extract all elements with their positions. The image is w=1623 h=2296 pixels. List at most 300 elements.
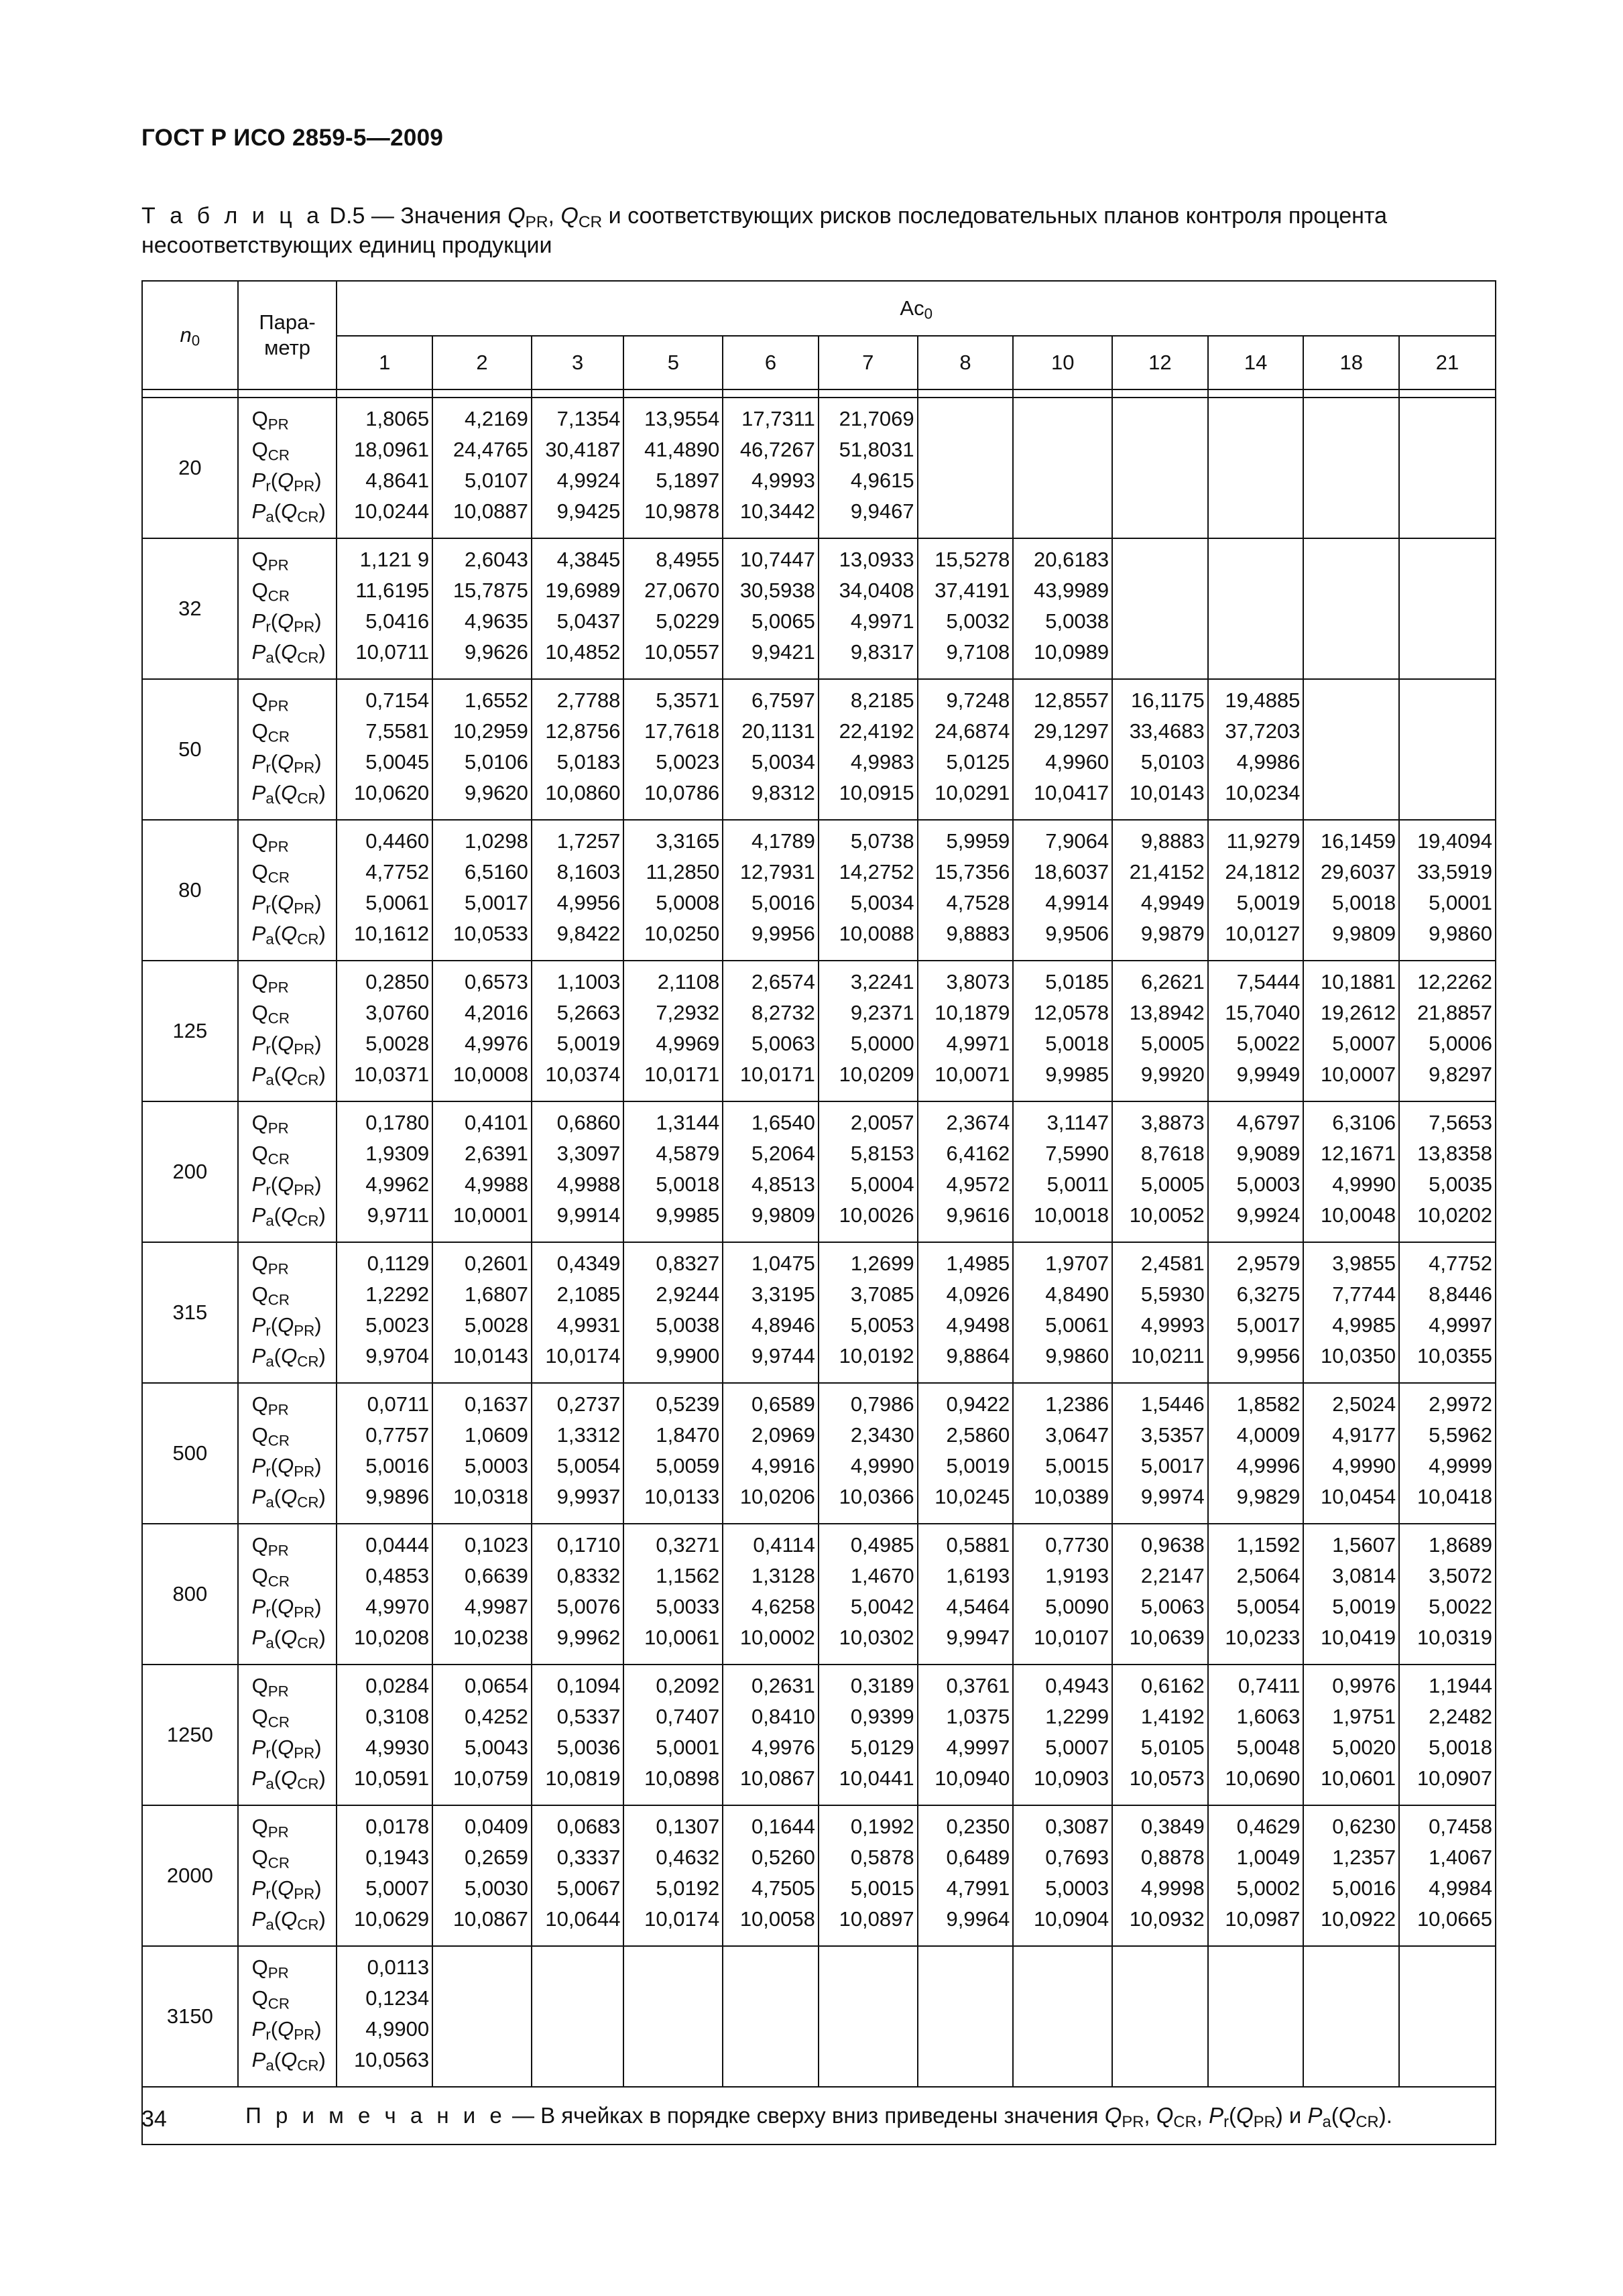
cell-value: 8,4955 (656, 548, 720, 571)
param-label: $P_r(Q_{PR})$ (251, 891, 322, 917)
cell-value: 13,8358 (1417, 1142, 1492, 1165)
cell-value: 0,4853 (365, 1564, 430, 1587)
cell-value: 0,3337 (556, 1846, 621, 1869)
cell-value: 5,0192 (656, 1876, 720, 1900)
value-cell (1112, 398, 1208, 538)
cell-value: 10,0867 (739, 1766, 815, 1790)
cell-value: 2,6574 (752, 970, 815, 993)
cell-value: 3,0647 (1045, 1423, 1109, 1447)
cell-value: 10,0629 (354, 1907, 430, 1931)
value-cell (337, 1242, 432, 1383)
cell-value: 46,7267 (739, 438, 815, 461)
cell-value: 5,0017 (465, 891, 528, 914)
value-cell (723, 1101, 819, 1242)
value-cell (918, 1946, 1014, 2087)
cell-value: 9,9620 (465, 781, 528, 804)
cell-value: 41,4890 (644, 438, 720, 461)
param-label: $Q_{PR}$ (251, 548, 289, 574)
value-cell (1303, 1524, 1399, 1665)
cell-value: 5,0090 (1045, 1595, 1109, 1618)
value-cell (532, 1101, 624, 1242)
caption-number: D.5 (329, 203, 365, 229)
value-cell (432, 1383, 532, 1524)
param-labels (238, 1665, 337, 1805)
cell-value: 4,9498 (946, 1313, 1010, 1337)
cell-value: 5,0011 (1046, 1172, 1109, 1196)
param-label: $Q_{CR}$ (251, 1705, 290, 1731)
value-cell (1013, 679, 1112, 820)
cell-value: 0,2350 (946, 1815, 1010, 1838)
param-label: $Q_{CR}$ (251, 1846, 290, 1872)
cell-value: 2,1085 (556, 1282, 621, 1306)
value-cell (1303, 1946, 1399, 2087)
value-cell (1013, 1383, 1112, 1524)
cell-value: 17,7618 (644, 719, 720, 743)
value-cell (532, 1524, 624, 1665)
cell-value: 9,9900 (656, 1344, 720, 1368)
cell-value: 5,0738 (850, 829, 914, 853)
cell-value: 0,3087 (1045, 1815, 1109, 1838)
cell-value: 12,8756 (545, 719, 621, 743)
cell-value: 2,2482 (1429, 1705, 1492, 1728)
value-cell (432, 1524, 532, 1665)
cell-value: 9,9711 (367, 1203, 430, 1227)
cell-value: 10,0711 (355, 640, 430, 664)
cell-value: 10,9878 (644, 499, 720, 523)
cell-value: 5,0001 (1429, 891, 1492, 914)
cell-value: 3,9855 (1332, 1252, 1396, 1275)
cell-value: 1,5446 (1140, 1392, 1205, 1416)
cell-value: 11,9279 (1226, 829, 1301, 853)
value-cell (819, 820, 918, 961)
n0-value: 500 (142, 1383, 238, 1524)
table-row (142, 1665, 1496, 1805)
table-row (142, 538, 1496, 679)
cell-value: 7,5581 (365, 719, 430, 743)
param-label: $P_r(Q_{PR})$ (251, 609, 322, 636)
cell-value: 5,0059 (656, 1454, 720, 1477)
cell-value: 12,1671 (1321, 1142, 1396, 1165)
cell-value: 0,2092 (656, 1674, 720, 1697)
cell-value: 1,4067 (1429, 1846, 1492, 1869)
cell-value: 2,6043 (465, 548, 528, 571)
cell-value: 0,1129 (367, 1252, 430, 1275)
cell-value: 4,9993 (752, 469, 815, 492)
value-cell (432, 679, 532, 820)
cell-value: 9,8422 (556, 922, 621, 945)
value-cell (432, 1946, 532, 2087)
value-cell (918, 820, 1014, 961)
value-cell (1303, 961, 1399, 1101)
cell-value: 10,0127 (1225, 922, 1301, 945)
cell-value: 8,2732 (752, 1001, 815, 1024)
cell-value: 0,4252 (465, 1705, 528, 1728)
cell-value: 9,2371 (850, 1001, 914, 1024)
cell-value: 4,9924 (556, 469, 621, 492)
cell-value: 5,0416 (365, 609, 430, 633)
cell-value: 9,9920 (1140, 1063, 1205, 1086)
cell-value: 10,0989 (1034, 640, 1109, 664)
cell-value: 0,7407 (656, 1705, 720, 1728)
cell-value: 0,5337 (556, 1705, 621, 1728)
param-label: $Q_{CR}$ (251, 719, 290, 745)
cell-value: 9,9089 (1236, 1142, 1301, 1165)
n0-value: 315 (142, 1242, 238, 1383)
document-header: ГОСТ Р ИСО 2859-5—2009 (141, 125, 444, 151)
cell-value: 4,9635 (465, 609, 528, 633)
cell-value: 4,9997 (946, 1736, 1010, 1759)
cell-value: 5,0107 (465, 469, 528, 492)
cell-value: 19,6989 (545, 579, 621, 602)
value-cell (337, 1383, 432, 1524)
cell-value: 6,5160 (465, 860, 528, 884)
cell-value: 10,0048 (1321, 1203, 1396, 1227)
cell-value: 9,9704 (365, 1344, 430, 1368)
cell-value: 33,4683 (1129, 719, 1205, 743)
table-row (142, 679, 1496, 820)
param-labels (238, 1101, 337, 1242)
cell-value: 16,1175 (1130, 688, 1205, 712)
param-label: $Q_{PR}$ (251, 1252, 289, 1278)
cell-value: 0,4101 (465, 1111, 528, 1134)
value-cell (918, 538, 1014, 679)
value-cell (918, 1524, 1014, 1665)
cell-value: 10,0018 (1034, 1203, 1109, 1227)
cell-value: 10,0417 (1034, 781, 1109, 804)
value-cell (1399, 679, 1496, 820)
cell-value: 5,0003 (1045, 1876, 1109, 1900)
cell-value: 20,1131 (741, 719, 815, 743)
cell-value: 5,0018 (1332, 891, 1396, 914)
cell-value: 2,9579 (1236, 1252, 1301, 1275)
cell-value: 10,0819 (545, 1766, 621, 1790)
cell-value: 4,2169 (465, 407, 528, 430)
cell-value: 37,7203 (1225, 719, 1301, 743)
param-label: $Q_{PR}$ (251, 1955, 289, 1982)
caption-qcr-subscript: CR (578, 213, 603, 232)
value-cell (918, 1383, 1014, 1524)
cell-value: 5,0065 (752, 609, 815, 633)
cell-value: 0,8410 (752, 1705, 815, 1728)
cell-value: 3,5072 (1429, 1564, 1492, 1587)
value-cell (337, 961, 432, 1101)
value-cell (337, 538, 432, 679)
cell-value: 4,9615 (850, 469, 914, 492)
cell-value: 10,0291 (935, 781, 1010, 804)
cell-value: 4,0009 (1236, 1423, 1301, 1447)
cell-value: 5,0129 (850, 1736, 914, 1759)
cell-value: 5,0042 (850, 1595, 914, 1618)
value-cell (532, 1805, 624, 1946)
cell-value: 9,9896 (365, 1485, 430, 1508)
value-cell (1112, 961, 1208, 1101)
cell-value: 10,0639 (1129, 1626, 1205, 1649)
value-cell (1303, 538, 1399, 679)
caption-text-before: Значения (400, 203, 501, 229)
cell-value: 4,1789 (752, 829, 815, 853)
value-cell (1399, 1383, 1496, 1524)
param-label: $P_a(Q_{CR})$ (251, 1344, 326, 1370)
value-cell (1013, 961, 1112, 1101)
value-cell (432, 1242, 532, 1383)
cell-value: 4,9916 (752, 1454, 815, 1477)
value-cell (723, 1946, 819, 2087)
cell-value: 2,5064 (1236, 1564, 1301, 1587)
param-label: $P_a(Q_{CR})$ (251, 2048, 326, 2074)
value-cell (1303, 398, 1399, 538)
cell-value: 0,9976 (1332, 1674, 1396, 1697)
value-cell (432, 1805, 532, 1946)
cell-value: 1,3144 (656, 1111, 720, 1134)
param-label: $P_a(Q_{CR})$ (251, 1063, 326, 1089)
caption-qpr-symbol: Q (507, 203, 526, 229)
cell-value: 5,0035 (1429, 1172, 1492, 1196)
cell-value: 1,6193 (946, 1564, 1010, 1587)
cell-value: 0,8878 (1140, 1846, 1205, 1869)
cell-value: 2,9972 (1429, 1392, 1492, 1416)
cell-value: 2,2147 (1140, 1564, 1205, 1587)
value-cell (1208, 1946, 1304, 2087)
ac0-column-header: 14 (1208, 336, 1304, 389)
cell-value: 0,1780 (365, 1111, 430, 1134)
cell-value: 0,2601 (465, 1252, 528, 1275)
cell-value: 10,1881 (1321, 970, 1396, 993)
cell-value: 5,0019 (946, 1454, 1010, 1477)
cell-value: 0,6230 (1332, 1815, 1396, 1838)
cell-value: 5,0002 (1236, 1876, 1301, 1900)
cell-value: 8,2185 (850, 688, 914, 712)
cell-value: 0,6589 (752, 1392, 815, 1416)
value-cell (918, 679, 1014, 820)
cell-value: 10,0786 (644, 781, 720, 804)
table-row (142, 1242, 1496, 1383)
param-labels (238, 1242, 337, 1383)
cell-value: 7,5444 (1236, 970, 1301, 993)
cell-value: 8,7618 (1140, 1142, 1205, 1165)
cell-value: 1,9751 (1332, 1705, 1396, 1728)
cell-value: 0,0409 (465, 1815, 528, 1838)
value-cell (819, 538, 918, 679)
param-labels (238, 1805, 337, 1946)
cell-value: 2,4581 (1140, 1252, 1205, 1275)
param-label: $Q_{PR}$ (251, 1111, 289, 1137)
cell-value: 2,1108 (657, 970, 720, 993)
cell-value: 10,0932 (1129, 1907, 1205, 1931)
cell-value: 7,5990 (1045, 1142, 1109, 1165)
cell-value: 5,0015 (850, 1876, 914, 1900)
cell-value: 4,0926 (946, 1282, 1010, 1306)
cell-value: 12,2262 (1417, 970, 1492, 993)
value-cell (918, 1665, 1014, 1805)
cell-value: 9,9467 (850, 499, 914, 523)
cell-value: 10,0371 (354, 1063, 430, 1086)
value-cell (918, 961, 1014, 1101)
n0-value: 3150 (142, 1946, 238, 2087)
cell-value: 51,8031 (839, 438, 914, 461)
cell-value: 22,4192 (839, 719, 914, 743)
cell-value: 10,0001 (453, 1203, 528, 1227)
value-cell (532, 1242, 624, 1383)
cell-value: 15,5278 (935, 548, 1010, 571)
param-label: $P_r(Q_{PR})$ (251, 750, 322, 776)
param-labels (238, 961, 337, 1101)
cell-value: 1,4985 (946, 1252, 1010, 1275)
cell-value: 1,1562 (656, 1564, 720, 1587)
cell-value: 0,7693 (1045, 1846, 1109, 1869)
value-cell (1208, 1101, 1304, 1242)
cell-value: 4,7991 (946, 1876, 1010, 1900)
cell-value: 10,0940 (935, 1766, 1010, 1790)
param-label: $Q_{CR}$ (251, 1423, 290, 1449)
cell-value: 5,0008 (656, 891, 720, 914)
ac0-column-header: 8 (918, 336, 1014, 389)
cell-value: 1,1944 (1429, 1674, 1492, 1697)
caption-text-after: и соответствующих рисков последовательных планов контроля процента несоответствующих единиц продукции (141, 203, 1388, 258)
cell-value: 4,9993 (1140, 1313, 1205, 1337)
value-cell (1112, 1242, 1208, 1383)
cell-value: 0,2659 (465, 1846, 528, 1869)
param-labels (238, 398, 337, 538)
value-cell (1303, 1101, 1399, 1242)
n0-value: 50 (142, 679, 238, 820)
value-cell (532, 398, 624, 538)
value-cell (1013, 820, 1112, 961)
ac0-column-header: 6 (723, 336, 819, 389)
cell-value: 1,6063 (1236, 1705, 1301, 1728)
value-cell (623, 1665, 723, 1805)
cell-value: 10,0418 (1417, 1485, 1492, 1508)
n0-value: 125 (142, 961, 238, 1101)
value-cell (1399, 1946, 1496, 2087)
cell-value: 10,0591 (354, 1766, 430, 1790)
value-cell (1303, 1805, 1399, 1946)
cell-value: 10,0061 (644, 1626, 720, 1649)
cell-value: 2,0057 (850, 1111, 914, 1134)
n0-value: 80 (142, 820, 238, 961)
cell-value: 5,0038 (1045, 609, 1109, 633)
cell-value: 3,2241 (850, 970, 914, 993)
n0-value: 1250 (142, 1665, 238, 1805)
note-param: $P_a(Q_{CR})$ (1307, 2103, 1386, 2131)
cell-value: 4,9971 (850, 609, 914, 633)
cell-value: 5,0007 (365, 1876, 430, 1900)
cell-value: 10,0206 (739, 1485, 815, 1508)
cell-value: 10,0759 (453, 1766, 528, 1790)
cell-value: 4,9930 (365, 1736, 430, 1759)
cell-value: 10,0897 (839, 1907, 914, 1931)
cell-value: 5,0020 (1332, 1736, 1396, 1759)
cell-value: 4,9987 (465, 1595, 528, 1618)
cell-value: 1,4670 (850, 1564, 914, 1587)
cell-value: 5,0017 (1140, 1454, 1205, 1477)
cell-value: 1,3128 (752, 1564, 815, 1587)
cell-value: 9,9962 (556, 1626, 621, 1649)
table-row (142, 1946, 1496, 2087)
cell-value: 5,0067 (556, 1876, 621, 1900)
cell-value: 5,0001 (656, 1736, 720, 1759)
param-labels (238, 679, 337, 820)
cell-value: 5,0005 (1140, 1172, 1205, 1196)
cell-value: 10,0860 (545, 781, 621, 804)
cell-value: 4,9572 (946, 1172, 1010, 1196)
cell-value: 1,6552 (465, 688, 528, 712)
n0-value: 200 (142, 1101, 238, 1242)
value-cell (1399, 820, 1496, 961)
cell-value: 1,5607 (1332, 1533, 1396, 1557)
value-cell (1112, 1383, 1208, 1524)
value-cell (532, 1383, 624, 1524)
cell-value: 0,2631 (752, 1674, 815, 1697)
value-cell (1013, 398, 1112, 538)
value-cell (1112, 679, 1208, 820)
cell-value: 2,6391 (465, 1142, 528, 1165)
cell-value: 10,0238 (453, 1626, 528, 1649)
value-cell (1399, 1805, 1496, 1946)
value-cell (723, 961, 819, 1101)
cell-value: 10,0366 (839, 1485, 914, 1508)
value-cell (1303, 1665, 1399, 1805)
cell-value: 10,0690 (1225, 1766, 1301, 1790)
param-labels (238, 1383, 337, 1524)
cell-value: 10,0454 (1321, 1485, 1396, 1508)
cell-value: 5,5930 (1140, 1282, 1205, 1306)
cell-value: 2,9244 (656, 1282, 720, 1306)
note-param: $Q_{CR}$ (1156, 2103, 1197, 2131)
param-labels (238, 1946, 337, 2087)
cell-value: 5,0053 (850, 1313, 914, 1337)
cell-value: 4,9970 (365, 1595, 430, 1618)
cell-value: 4,8946 (752, 1313, 815, 1337)
cell-value: 9,8297 (1429, 1063, 1492, 1086)
cell-value: 10,0644 (545, 1907, 621, 1931)
value-cell (819, 679, 918, 820)
cell-value: 5,0016 (1332, 1876, 1396, 1900)
cell-value: 1,8689 (1429, 1533, 1492, 1557)
cell-value: 0,4349 (556, 1252, 621, 1275)
cell-value: 0,6860 (556, 1111, 621, 1134)
cell-value: 9,9974 (1140, 1485, 1205, 1508)
cell-value: 2,0969 (752, 1423, 815, 1447)
param-labels (238, 538, 337, 679)
cell-value: 10,0245 (935, 1485, 1010, 1508)
cell-value: 3,3165 (656, 829, 720, 853)
value-cell (1208, 1242, 1304, 1383)
cell-value: 0,7154 (365, 688, 430, 712)
table-caption (141, 201, 1496, 260)
cell-value: 4,7752 (365, 860, 430, 884)
note-param: $Q_{PR}$ (1104, 2103, 1144, 2131)
cell-value: 0,0444 (365, 1533, 430, 1557)
cell-value: 4,9960 (1045, 750, 1109, 774)
value-cell (1112, 1101, 1208, 1242)
cell-value: 4,9900 (365, 2017, 430, 2041)
cell-value: 2,5024 (1332, 1392, 1396, 1416)
cell-value: 43,9989 (1034, 579, 1109, 602)
cell-value: 10,0052 (1129, 1203, 1205, 1227)
cell-value: 1,8470 (656, 1423, 720, 1447)
cell-value: 9,9421 (752, 640, 815, 664)
cell-value: 5,0183 (556, 750, 621, 774)
cell-value: 5,0125 (946, 750, 1010, 774)
cell-value: 4,5879 (656, 1142, 720, 1165)
cell-value: 9,9879 (1140, 922, 1205, 945)
cell-value: 5,0054 (556, 1454, 621, 1477)
param-label: $P_r(Q_{PR})$ (251, 469, 322, 495)
cell-value: 3,8073 (946, 970, 1010, 993)
cell-value: 5,0018 (1429, 1736, 1492, 1759)
cell-value: 1,0375 (946, 1705, 1010, 1728)
cell-value: 9,9860 (1429, 922, 1492, 945)
